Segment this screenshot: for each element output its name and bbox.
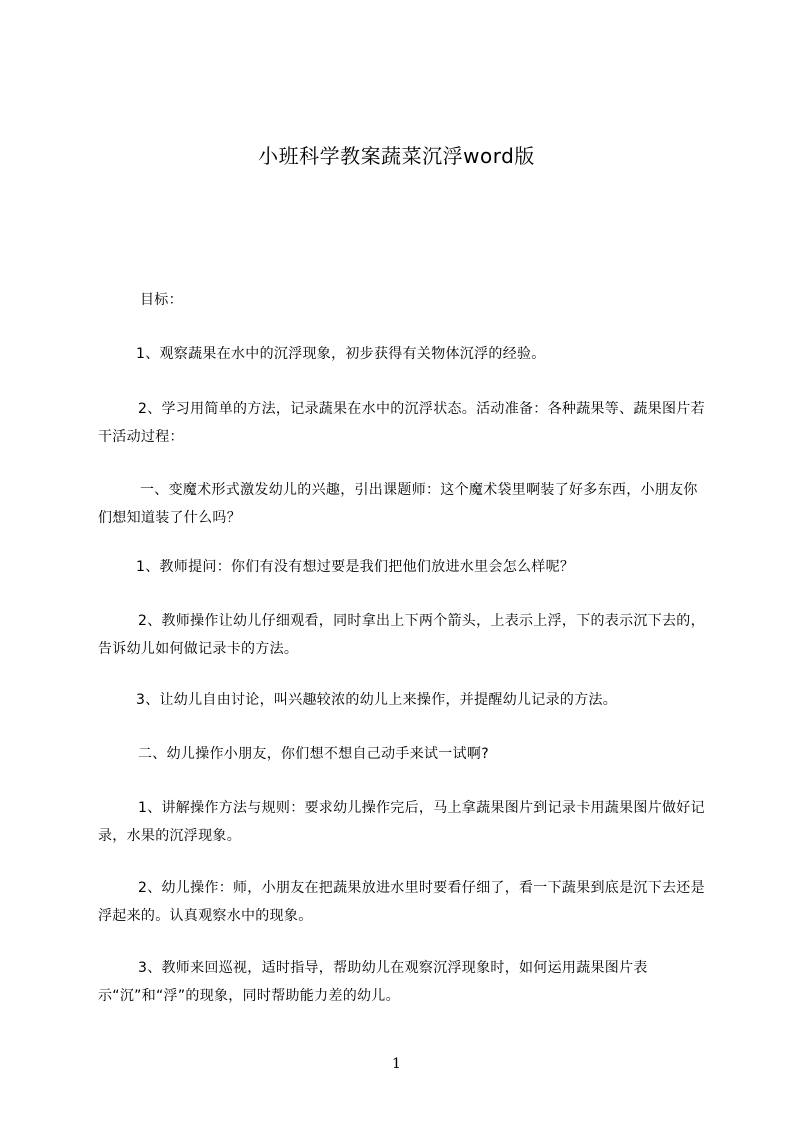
paragraph-step-1-1: 1、教师提问：你们有没有想过要是我们把他们放进水里会怎么样呢？ <box>136 559 575 575</box>
document-title: 小班科学教案蔬菜沉浮word版 <box>258 144 535 168</box>
paragraph-goal-2: 2、学习用简单的方法，记录蔬果在水中的沉浮状态。活动准备：各种蔬果等、蔬果图片若干活动过程： <box>98 401 705 445</box>
paragraph-goal-1: 1、观察蔬果在水中的沉浮现象，初步获得有关物体沉浮的经验。 <box>136 346 546 362</box>
paragraph-step-2: 二、幼儿操作小朋友，你们想不想自己动手来试一试啊? <box>138 746 489 762</box>
paragraph-step-1-3: 3、让幼儿自由讨论，叫兴趣较浓的幼儿上来操作，并提醒幼儿记录的方法。 <box>136 692 618 708</box>
paragraph-step-2-1: 1、讲解操作方法与规则：要求幼儿操作完后，马上拿蔬果图片到记录卡用蔬果图片做好记录，水果的沉浮现象。 <box>98 800 705 844</box>
paragraph-goals-heading: 目标： <box>140 292 183 308</box>
paragraph-step-2-2: 2、幼儿操作：师，小朋友在把蔬果放进水里时要看仔细了，看一下蔬果到底是沉下去还是浮起来的。认真观察水中的现象。 <box>98 880 705 924</box>
page-number: 1 <box>392 1056 401 1072</box>
paragraph-step-1-2: 2、教师操作让幼儿仔细观看，同时拿出上下两个箭头，上表示上浮，下的表示沉下去的，告诉幼儿如何做记录卡的方法。 <box>98 613 705 657</box>
paragraph-step-1: 一、变魔术形式激发幼儿的兴趣，引出课题师：这个魔术袋里啊装了好多东西，小朋友你们想知道装了什么吗？ <box>98 482 698 526</box>
paragraph-step-2-3: 3、教师来回巡视，适时指导，帮助幼儿在观察沉浮现象时，如何运用蔬果图片表示“沉”和“浮”的现象，同时帮助能力差的幼儿。 <box>98 960 648 1004</box>
